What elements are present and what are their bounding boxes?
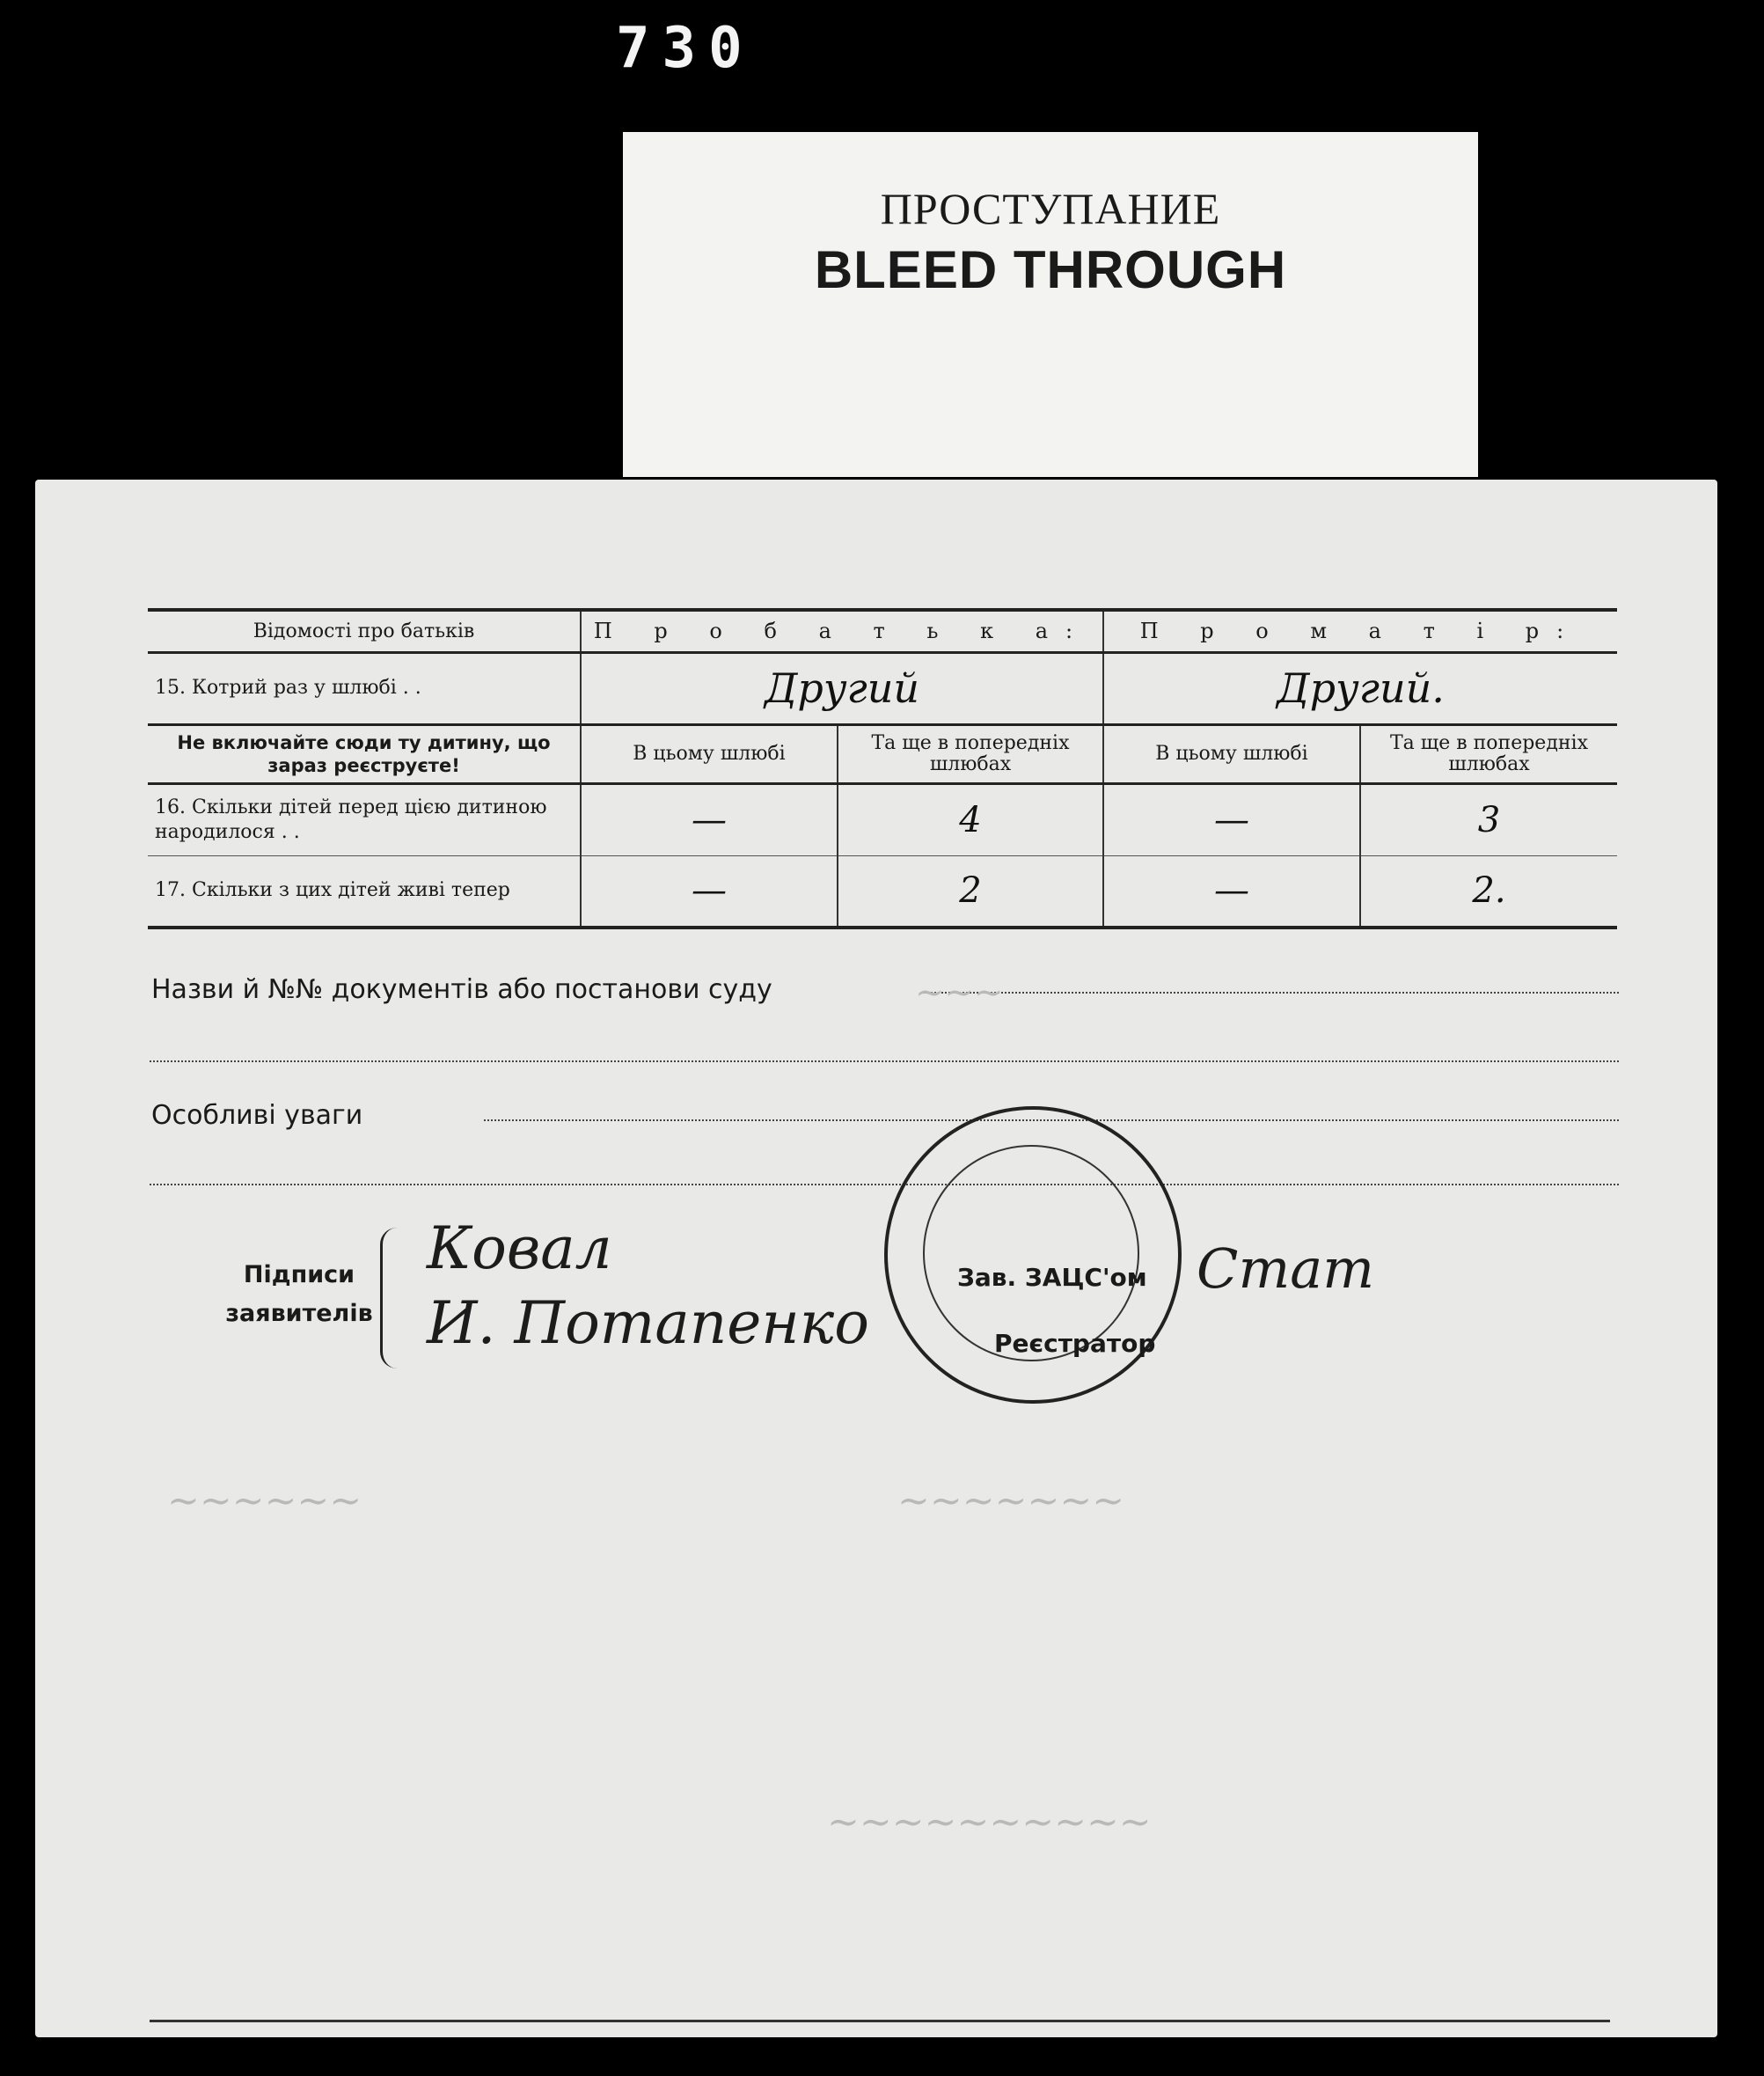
row16-label: 16. Скільки дітей перед цією дитиною народилося . . xyxy=(155,796,547,843)
remarks-line-2 xyxy=(150,1184,1619,1185)
target-label-ru: ПРОСТУПАНИЕ xyxy=(880,184,1221,233)
header-mother: П р о м а т і р: xyxy=(1103,610,1617,652)
row16-mother-previous: 3 xyxy=(1360,783,1617,855)
note-exclude-child: Не включайте сюди ту дитину, що зараз реєструєте! xyxy=(177,731,551,776)
row17-father-current: — xyxy=(581,855,838,928)
documents-line-1 xyxy=(924,992,1619,994)
row17-label: 17. Скільки з цих дітей живі тепер xyxy=(155,879,510,902)
bleed-through-target-card xyxy=(623,132,1478,477)
table-row xyxy=(148,724,1617,783)
bleed-through-marks: ~~~~~~ xyxy=(167,1478,362,1523)
target-label-en: BLEED THROUGH xyxy=(814,240,1287,299)
header-father: П р о б а т ь к а: xyxy=(581,610,1103,652)
table-row xyxy=(148,855,1617,928)
row16-mother-current: — xyxy=(1103,783,1360,855)
subheader-mother-previous: Та ще в попередніх шлюбах xyxy=(1360,724,1617,783)
table-row xyxy=(148,652,1617,724)
page-bottom-rule xyxy=(150,2020,1610,2022)
table-header-row xyxy=(148,610,1617,652)
applicant-signature-1: Ковал xyxy=(427,1214,612,1282)
documents-label: Назви й №№ документів або постанови суду xyxy=(151,974,772,1005)
documents-line-2 xyxy=(150,1060,1619,1062)
row17-mother-previous: 2. xyxy=(1360,855,1617,928)
subheader-father-previous: Та ще в попередніх шлюбах xyxy=(838,724,1103,783)
frame-number: 730 xyxy=(616,16,755,81)
row16-father-current: — xyxy=(581,783,838,855)
row15-mother-value: Другий. xyxy=(1103,652,1617,724)
remarks-label: Особливі уваги xyxy=(151,1100,363,1131)
subheader-father-current: В цьому шлюбі xyxy=(581,724,838,783)
row17-mother-current: — xyxy=(1103,855,1360,928)
bleed-through-marks: ~~~ xyxy=(915,972,1004,1013)
header-info: Відомості про батьків xyxy=(253,620,475,642)
signatures-label-line1: Підписи xyxy=(243,1261,355,1288)
row17-father-previous: 2 xyxy=(838,855,1103,928)
stamp-role: Реєстратор xyxy=(994,1329,1156,1358)
table-row xyxy=(148,783,1617,855)
row15-label: 15. Котрий раз у шлюбі . . xyxy=(155,677,421,699)
row15-father-value: Другий xyxy=(581,652,1103,724)
registry-seal xyxy=(884,1106,1182,1404)
registrar-signature: Стат xyxy=(1197,1236,1374,1301)
applicants-signatures-label xyxy=(207,1256,392,1333)
record-page xyxy=(35,480,1717,2037)
signatures-brace xyxy=(380,1228,397,1368)
bleed-through-marks: ~~~~~~~ xyxy=(897,1478,1125,1523)
subheader-mother-current: В цьому шлюбі xyxy=(1103,724,1360,783)
signatures-label-line2: заявителів xyxy=(225,1300,373,1327)
parents-info-table xyxy=(148,608,1617,929)
row16-father-previous: 4 xyxy=(838,783,1103,855)
applicant-signature-2: И. Потапенко xyxy=(427,1289,869,1357)
bleed-through-marks: ~~~~~~~~~~ xyxy=(827,1800,1152,1845)
stamp-title: Зав. ЗАЦС'ом xyxy=(957,1263,1147,1292)
